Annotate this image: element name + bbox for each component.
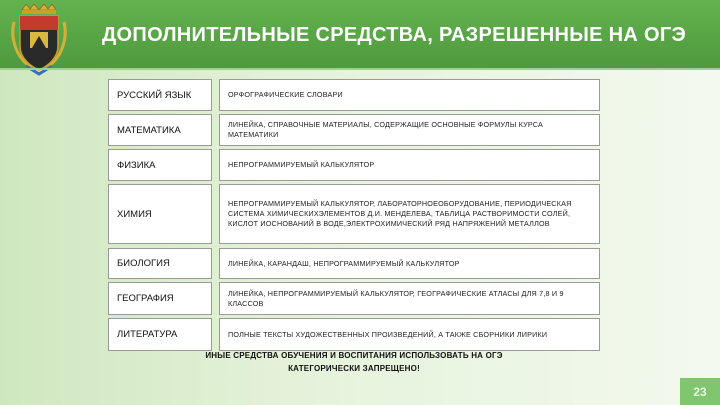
subject-cell: МАТЕМАТИКА (108, 114, 212, 146)
table-row (108, 248, 600, 279)
subject-cell: ЛИТЕРАТУРА (108, 318, 212, 351)
table-row (108, 114, 600, 146)
allowed-cell: ОРФОГРАФИЧЕСКИЕ СЛОВАРИ (219, 79, 600, 111)
header-divider (0, 68, 720, 70)
header-bar (0, 0, 720, 68)
page-number-badge: 23 (680, 378, 720, 405)
subject-cell: РУССКИЙ ЯЗЫК (108, 79, 212, 111)
allowed-cell: ПОЛНЫЕ ТЕКСТЫ ХУДОЖЕСТВЕННЫХ ПРОИЗВЕДЕНИЙ, А ТАКЖЕ СБОРНИКИ ЛИРИКИ (219, 318, 600, 351)
page-title: ДОПОЛНИТЕЛЬНЫЕ СРЕДСТВА, РАЗРЕШЕННЫЕ НА ОГЭ (102, 24, 687, 46)
prohibition-note-line1: ИНЫЕ СРЕДСТВА ОБУЧЕНИЯ И ВОСПИТАНИЯ ИСПОЛЬЗОВАТЬ НА ОГЭ (205, 351, 503, 360)
prohibition-note-line2: КАТЕГОРИЧЕСКИ ЗАПРЕЩЕНО! (288, 364, 420, 373)
allowed-cell: НЕПРОГРАММИРУЕМЫЙ КАЛЬКУЛЯТОР, ЛАБОРАТОРНОЕОБОРУДОВАНИЕ, ПЕРИОДИЧЕСКАЯ СИСТЕМА ХИМИЧЕСКИХЭЛЕМЕНТОВ Д.И. МЕНДЕЛЕВА, ТАБЛИЦА РАСТВОРИМОСТИ СОЛЕЙ, КИСЛОТ ИОСНОВАНИЙ В ВОДЕ,ЭЛЕКТРОХИМИЧЕСКИЙ РЯД НАПРЯЖЕНИЙ МЕТАЛЛОВ (219, 184, 600, 244)
table-row (108, 282, 600, 315)
table-row (108, 149, 600, 181)
allowed-materials-table (108, 79, 600, 351)
subject-cell: ГЕОГРАФИЯ (108, 282, 212, 315)
allowed-cell: ЛИНЕЙКА, КАРАНДАШ, НЕПРОГРАММИРУЕМЫЙ КАЛЬКУЛЯТОР (219, 248, 600, 279)
subject-cell: ФИЗИКА (108, 149, 212, 181)
table-row (108, 184, 600, 244)
table-row (108, 79, 600, 111)
allowed-cell: ЛИНЕЙКА, СПРАВОЧНЫЕ МАТЕРИАЛЫ, СОДЕРЖАЩИЕ ОСНОВНЫЕ ФОРМУЛЫ КУРСА МАТЕМАТИКИ (219, 114, 600, 146)
allowed-cell: НЕПРОГРАММИРУЕМЫЙ КАЛЬКУЛЯТОР (219, 149, 600, 181)
allowed-cell: ЛИНЕЙКА, НЕПРОГРАММИРУЕМЫЙ КАЛЬКУЛЯТОР, ГЕОГРАФИЧЕСКИЕ АТЛАСЫ ДЛЯ 7,8 И 9 КЛАССОВ (219, 282, 600, 315)
table-row (108, 318, 600, 351)
subject-cell: ХИМИЯ (108, 184, 212, 244)
coat-of-arms-icon (8, 4, 70, 76)
subject-cell: БИОЛОГИЯ (108, 248, 212, 279)
prohibition-note (108, 349, 600, 375)
